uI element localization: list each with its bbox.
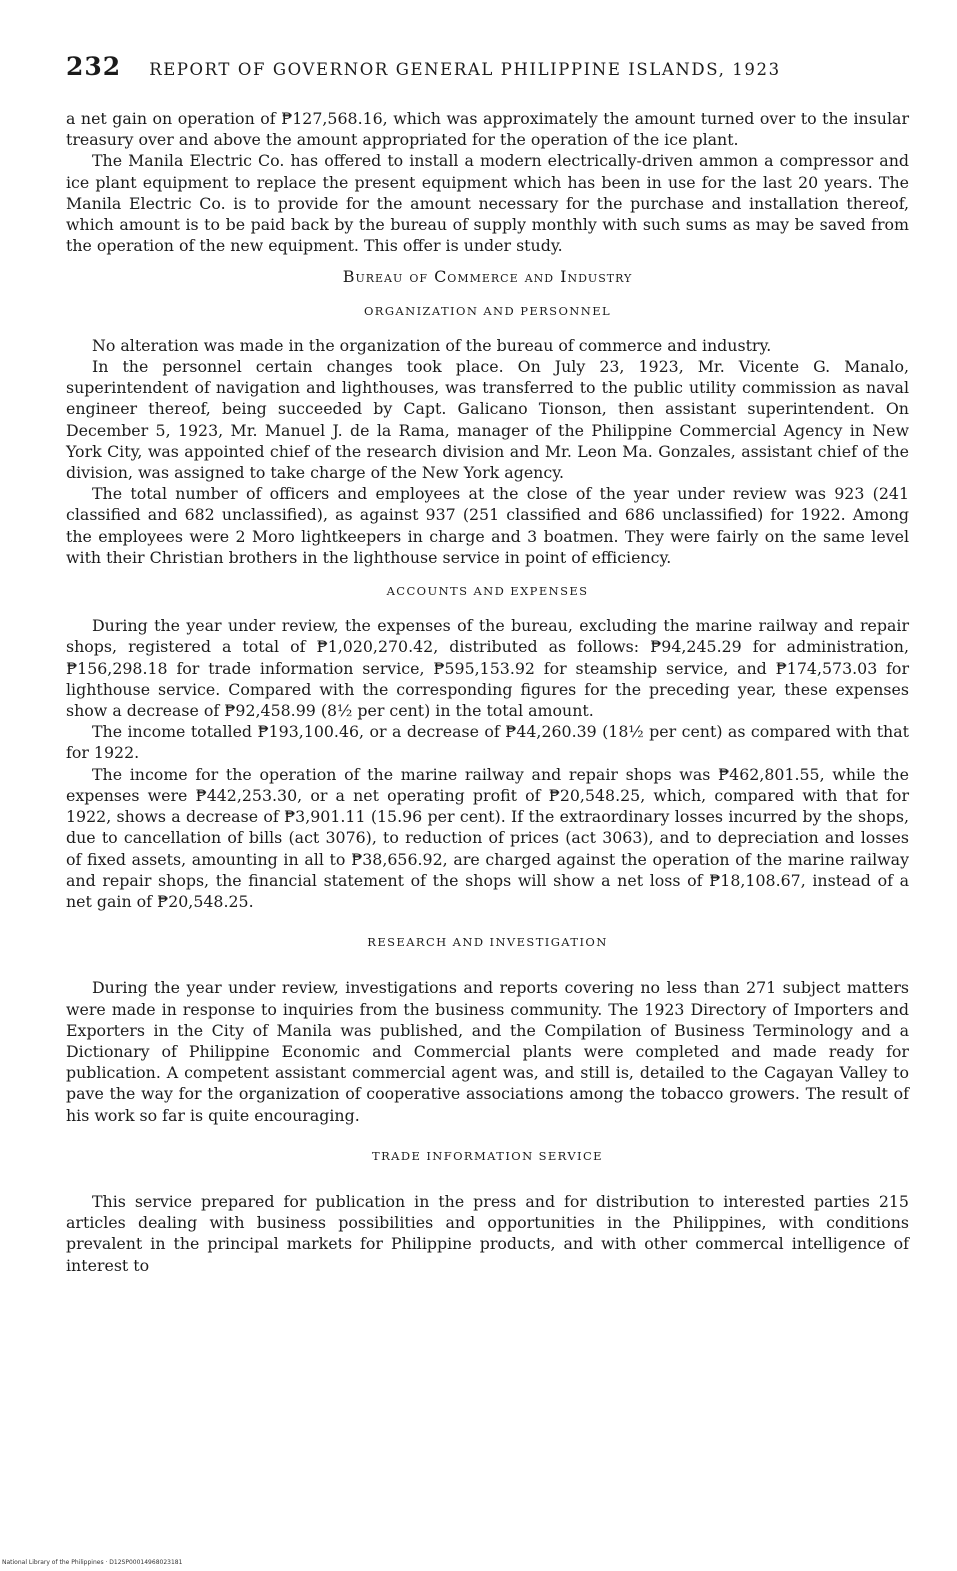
paragraph-research: During the year under review, investigations and reports covering no less than 271 subject matters were made in response to inquiries from the business community. The 1923 Directory of Importers and Exporters in the City of Manila was published, and the Compilation of Business Terminology and a Dictionary of Philippine Economic and Commercial plants were completed and made ready for publication. A competent assistant commercial agent was, and still is, detailed to the Cagayan Valley to pave the way for the organization of cooperative associations among the tobacco growers. The result of his work so far is quite encouraging. [66,978,909,1125]
page-number: 232 [66,52,122,81]
paragraph-employee-count: The total number of officers and employees at the close of the year under review was 923 (241 classified and 682 unclassified), as against 937 (251 classified and 686 unclassified) for 1922. Among the employees were 2 Moro lightkeepers in charge and 3 boatmen. They were fairly on the same level with their Christian brothers in the lighthouse service in point of efficiency. [66,484,909,567]
paragraph-marine-railway: The income for the operation of the marine railway and repair shops was ₱462,801.55, while the expenses were ₱442,253.30, or a net operating profit of ₱20,548.25, which, compared with that for 1922, shows a decrease of ₱3,901.11 (15.96 per cent). If the extraordinary losses incurred by the shops, due to cancellation of bills (act 3076), to reduction of prices (act 3063), and to depreciation and losses of fixed assets, amounting in all to ₱38,656.92, are charged against the operation of the marine railway and repair shops, the financial statement of the shops will show a net loss of ₱18,108.67, instead of a net gain of ₱20,548.25. [66,764,909,911]
section-heading-bureau: Bureau of Commerce and Industry [342,267,633,287]
paragraph-organization: No alteration was made in the organization of the bureau of commerce and industry. [92,335,772,355]
paragraph-personnel-changes: In the personnel certain changes took place. On July 23, 1923, Mr. Vicente G. Manalo, superintendent of navigation and lighthouses, was transferred to the public utility commission as naval engineer thereof, being succeeded by Capt. Galicano Tionson, then assistant superintendent. On December 5, 1923, Mr. Manuel J. de la Rama, manager of the Philippine Commercial Agency in New York City, was appointed chief of the research division and Mr. Leon Ma. Gonzales, assistant chief of the division, was assigned to take charge of the New York agency. [66,357,909,483]
paragraph-trade-information: This service prepared for publication in the press and for distribution to interested parties 215 articles dealing with business possibilities and opportunities in the Philippines, with conditions prevalent in the principal markets for Philippine products, and with other commercal intelligence of interest to [66,1191,909,1275]
page-body [66,108,909,1276]
page-header [66,52,916,81]
running-title: REPORT OF GOVERNOR GENERAL PHILIPPINE ISLANDS, 1923 [149,60,781,79]
paragraph-income: The income totalled ₱193,100.46, or a decrease of ₱44,260.39 (18½ per cent) as compared with that for 1922. [66,722,909,763]
paragraph-manila-electric-offer: The Manila Electric Co. has offered to install a modern electrically-driven ammon a compressor and ice plant equipment to replace the present equipment which has been in use for the last 20 years. The Manila Electric Co. is to provide for the amount necessary for the purchase and installation thereof, which amount is to be paid back by the bureau of supply monthly with such sums as may be saved from the operation of the new equipment. This offer is under study. [66,151,909,256]
subheading-research: RESEARCH AND INVESTIGATION [367,935,608,950]
scan-footer: National Library of the Philippines · D12SP00014968023181 [2,1559,183,1566]
subheading-accounts: ACCOUNTS AND EXPENSES [386,584,589,599]
subheading-organization: ORGANIZATION AND PERSONNEL [363,303,612,318]
paragraph-expenses: During the year under review, the expenses of the bureau, excluding the marine railway and repair shops, registered a total of ₱1,020,270.42, distributed as follows: ₱94,245.29 for administration, ₱156,298.18 for trade information service, ₱595,153.92 for steamship service, and ₱174,573.03 for lighthouse service. Compared with the corresponding figures for the preceding year, these expenses show a decrease of ₱92,458.99 (8½ per cent) in the total amount. [66,616,909,721]
paragraph-ice-plant-gain: a net gain on operation of ₱127,568.16, which was approximately the amount turned over to the insular treasury over and above the amount appropriated for the operation of the ice plant. [66,109,909,150]
subheading-trade-information: TRADE INFORMATION SERVICE [372,1148,603,1163]
